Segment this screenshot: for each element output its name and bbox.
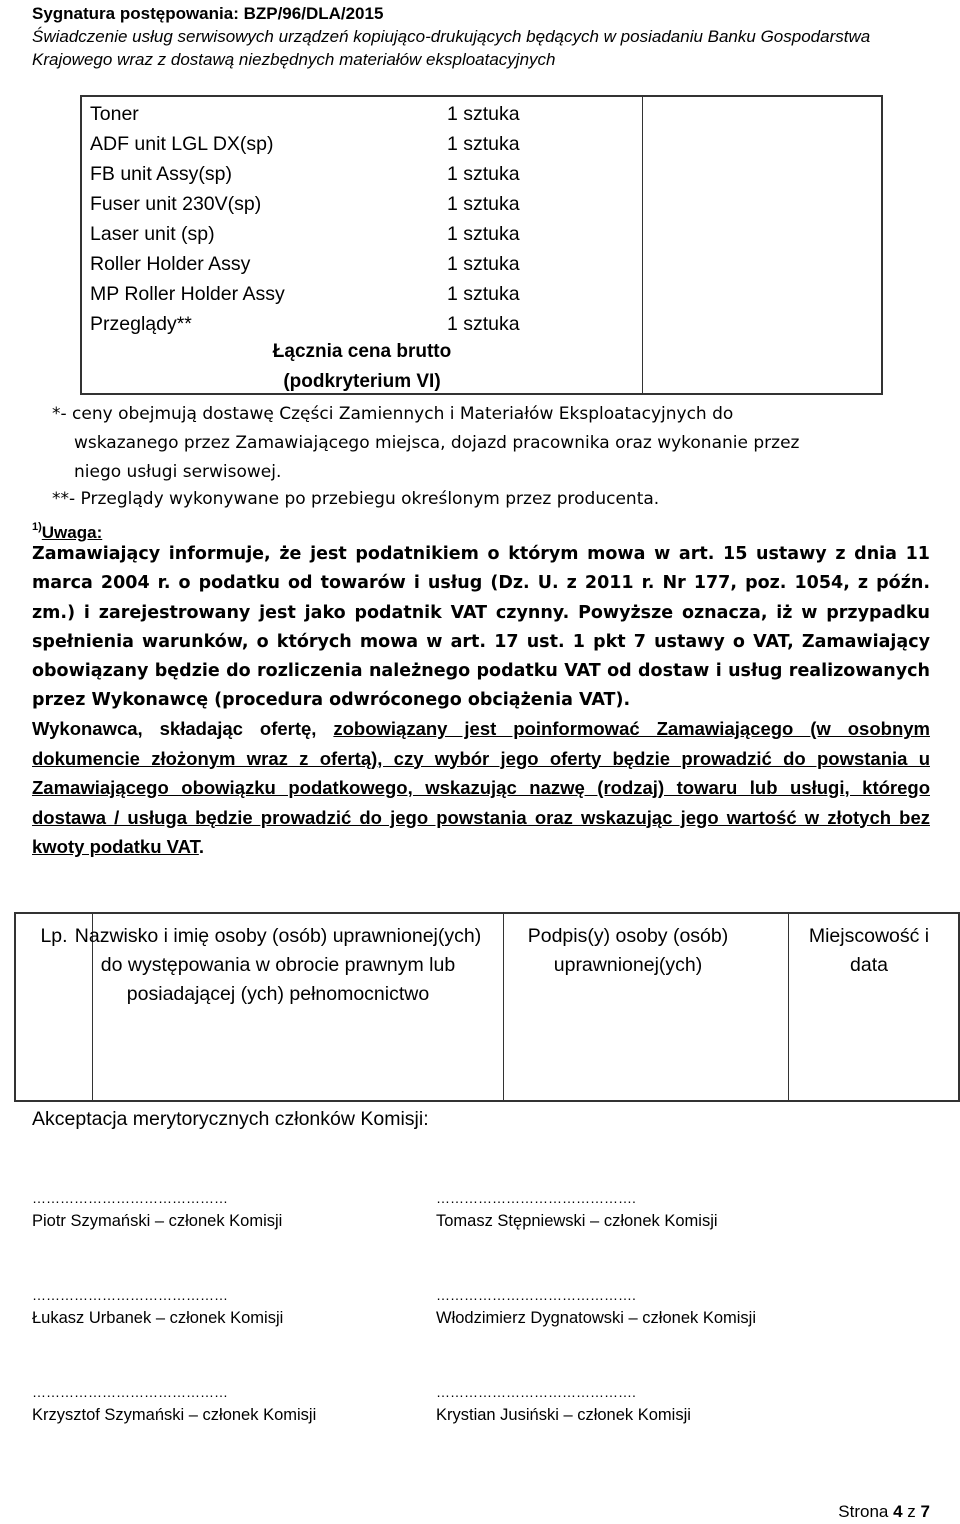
table-row	[82, 127, 881, 157]
signature-line: …………………………………….	[436, 1190, 636, 1206]
document-header	[32, 2, 870, 71]
signature-line: …………………………………….	[436, 1287, 636, 1303]
signature-line: ……………………………………	[32, 1287, 228, 1303]
part-name: ADF unit LGL DX(sp)	[90, 133, 274, 155]
committee-member: Krystian Jusiński – członek Komisji	[436, 1406, 691, 1424]
total-pages: 7	[920, 1502, 930, 1521]
committee-member: Łukasz Urbanek – członek Komisji	[32, 1309, 284, 1327]
part-name: MP Roller Holder Assy	[90, 283, 285, 305]
signature-table	[14, 912, 960, 1102]
uwaga-label: Uwaga:	[41, 523, 103, 542]
signature-line: ……………………………………	[32, 1384, 228, 1400]
table-row	[82, 247, 881, 277]
column-header-name: Nazwisko i imię osoby (osób) uprawnionej(ych) do występowania w obrocie prawnym lub posiadającej (ych) pełnomocnictwo	[74, 925, 482, 1005]
part-name: Toner	[90, 103, 139, 125]
footnote-star-line-2: wskazanego przez Zamawiającego miejsca, dojazd pracownika oraz wykonanie przez	[74, 433, 800, 453]
part-quantity: 1 sztuka	[447, 193, 520, 215]
vat-paragraph-1: Zamawiający informuje, że jest podatnikiem o którym mowa w art. 15 ustawy z dnia 11 marca 2004 r. o podatku od towarów i usług (Dz. U. z 2011 r. Nr 177, poz. 1054, z późn. zm.) i zarejestrowany jest jako podatnik VAT czynny. Powyższe oznacza, iż w przypadku spełnienia warunków, o których mowa w art. 17 ust. 1 pkt 7 ustawy o VAT, Zamawiający obowiązany będzie do rozliczenia należnego podatku VAT od dostaw i usług realizowanych przez Wykonawcę (procedura odwróconego obciążenia VAT).	[32, 544, 930, 711]
vat-paragraph-2	[32, 714, 930, 862]
current-page: 4	[893, 1502, 903, 1521]
header-subject-line-1: Świadczenie usług serwisowych urządzeń kopiująco-drukujących będących w posiadaniu Banku Gospodarstwa	[32, 27, 871, 46]
column-header-signature: Podpis(y) osoby (osób) uprawnionej(ych)	[527, 925, 729, 976]
footnote-ref: 1)	[32, 521, 42, 533]
table-row	[82, 157, 881, 187]
part-quantity: 1 sztuka	[447, 253, 520, 275]
footnote-star	[52, 400, 930, 487]
part-quantity: 1 sztuka	[447, 313, 520, 335]
signature-line: …………………………………….	[436, 1384, 636, 1400]
parts-table	[80, 95, 883, 395]
part-quantity: 1 sztuka	[447, 103, 520, 125]
acceptance-title: Akceptacja merytorycznych członków Komisji:	[32, 1108, 429, 1130]
paragraph-2-end: .	[198, 836, 204, 857]
signature-line: ……………………………………	[32, 1190, 228, 1206]
committee-member: Włodzimierz Dygnatowski – członek Komisji	[436, 1309, 757, 1327]
page-number	[838, 1502, 930, 1522]
header-case-number: Sygnatura postępowania: BZP/96/DLA/2015	[32, 4, 384, 23]
part-quantity: 1 sztuka	[447, 223, 520, 245]
part-quantity: 1 sztuka	[447, 163, 520, 185]
part-name: Roller Holder Assy	[90, 253, 251, 275]
column-header-place-date: Miejscowość i data	[808, 925, 930, 976]
part-name: Laser unit (sp)	[90, 223, 215, 245]
table-row	[82, 307, 881, 337]
table-row	[82, 217, 881, 247]
footnote-double-star: **- Przeglądy wykonywane po przebiegu określonym przez producenta.	[52, 489, 660, 509]
part-name: Przeglądy**	[90, 313, 192, 335]
paragraph-2-underlined: zobowiązany jest poinformować Zamawiającego (w osobnym dokumencie złożonym wraz z ofertą), czy wybór jego oferty będzie prowadzić do powstania u Zamawiającego obowiązku podatkowego, wskazując nazwę (rodzaj) towaru lub usługi, którego dostawa / usługa będzie prowadzić do jego powstania oraz wskazując jego wartość w złotych bez kwoty podatku VAT	[32, 718, 930, 857]
column-divider	[788, 914, 789, 1100]
column-header-lp: Lp.	[40, 925, 68, 947]
total-label-line-2: (podkryterium VI)	[283, 371, 441, 392]
committee-member: Tomasz Stępniewski – członek Komisji	[436, 1212, 718, 1230]
committee-member: Piotr Szymański – członek Komisji	[32, 1212, 283, 1230]
page-of: z	[902, 1502, 921, 1521]
part-name: FB unit Assy(sp)	[90, 163, 232, 185]
total-label-line-1: Łącznia cena brutto	[272, 341, 452, 362]
table-row	[82, 187, 881, 217]
footnote-star-line-1: *- ceny obejmują dostawę Części Zamiennych i Materiałów Eksploatacyjnych do	[52, 404, 734, 424]
part-quantity: 1 sztuka	[447, 133, 520, 155]
header-subject-line-2: Krajowego wraz z dostawą niezbędnych materiałów eksploatacyjnych	[32, 50, 556, 69]
part-quantity: 1 sztuka	[447, 283, 520, 305]
table-row	[82, 277, 881, 307]
page-label: Strona	[838, 1502, 894, 1521]
total-price-label	[82, 337, 642, 397]
committee-member: Krzysztof Szymański – członek Komisji	[32, 1406, 317, 1424]
table-row	[82, 97, 881, 127]
part-name: Fuser unit 230V(sp)	[90, 193, 262, 215]
paragraph-2-start: Wykonawca, składając ofertę,	[32, 718, 334, 739]
footnote-star-line-3: niego usługi serwisowej.	[74, 462, 282, 482]
